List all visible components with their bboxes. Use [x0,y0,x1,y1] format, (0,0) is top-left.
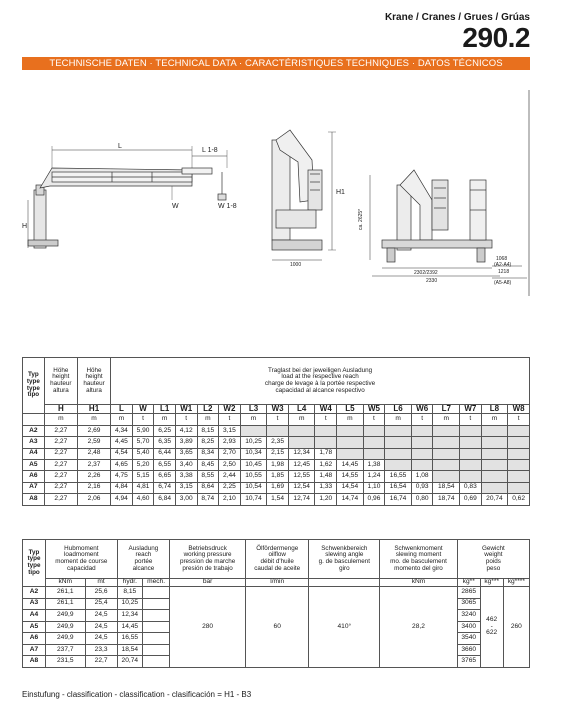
table-cell: 23,3 [85,644,117,656]
unit-cell: m [154,414,176,425]
table-cell [433,448,460,459]
col-W: W [132,405,154,414]
unit-cell: m [481,414,508,425]
table-cell: 2,44 [219,471,241,482]
table-cell [460,425,482,436]
table-cell: 2,70 [219,448,241,459]
type-header-2: Typ type type tipo [23,540,46,587]
table-cell: 18,54 [117,644,142,656]
table-cell [481,437,508,448]
oilflow-value: 60 [245,586,308,667]
table-cell: 16,54 [385,482,412,493]
weight-kg-value: 3065 [457,598,480,610]
drawing-frame-edge [528,90,530,296]
table-cell [142,598,169,610]
table-cell: 10,54 [240,482,267,493]
table-cell [337,448,364,459]
table-cell: 1,69 [267,482,289,493]
table-cell: 10,34 [240,448,267,459]
table-cell: 25,4 [85,598,117,610]
unit-slew-knm: kNm [380,579,458,587]
col-W8: W8 [508,405,530,414]
table-cell: 261,1 [46,598,86,610]
table-cell [508,459,530,470]
model-number: 290.2 [462,22,530,53]
col-L2: L2 [197,405,219,414]
table-cell: 5,70 [132,437,154,448]
table-cell: 24,5 [85,633,117,645]
slewing-moment-header: Schwenkmoment slewing moment mo. de basculement momento del giro [380,540,458,579]
table-cell: 24,5 [85,621,117,633]
unit-mech: mech. [142,579,169,587]
height-header: Höhe height hauteur altura [44,358,77,405]
table-cell [363,425,385,436]
unit-cell: m [197,414,219,425]
table-cell: 6,84 [154,494,176,505]
table-cell: 1,24 [363,471,385,482]
performance-table [22,539,530,668]
table-cell: 14,55 [337,471,364,482]
table-row [23,471,530,482]
unit-cell: m [240,414,267,425]
technical-data-banner: TECHNISCHE DATEN · TECHNICAL DATA · CARACTÉRISTIQUES TECHNIQUES · DATOS TÉCNICOS [22,57,530,70]
units-row [23,414,530,425]
table-cell: 1,85 [267,471,289,482]
table-cell [433,459,460,470]
table-cell [363,448,385,459]
table-cell: 5,20 [132,459,154,470]
table-cell [411,437,433,448]
table-cell: 6,74 [154,482,176,493]
unit-cell: t [267,414,289,425]
table-cell: 237,7 [46,644,86,656]
table-cell: 5,15 [132,471,154,482]
col-W3: W3 [267,405,289,414]
table-cell: 1,78 [315,448,337,459]
table-row [23,494,530,505]
table-cell [481,448,508,459]
table-cell: 2,06 [77,494,110,505]
table-cell: 8,64 [197,482,219,493]
table-cell [315,425,337,436]
table-cell: 10,25 [240,437,267,448]
dim-H1-label: H1 [336,189,345,196]
table-cell: 6,35 [154,437,176,448]
table-cell: 1,08 [411,471,433,482]
table-row [23,459,530,470]
dim-1218-label: 1218 [498,269,510,275]
unit-cell: m [337,414,364,425]
table-cell: 2,35 [267,437,289,448]
row-type: A4 [23,448,45,459]
type-header: Typ type type tipo [23,358,45,414]
table-cell: 2,27 [44,482,77,493]
table-cell: 261,1 [46,586,86,598]
table-cell: 2,25 [219,482,241,493]
table-cell: 14,45 [117,621,142,633]
table-cell [142,633,169,645]
table-cell: 8,34 [197,448,219,459]
table-cell: 2,10 [219,494,241,505]
unit-cell: t [132,414,154,425]
table-cell: 2,93 [219,437,241,448]
table-cell: 8,15 [197,425,219,436]
table-row [23,586,530,598]
performance-rows [23,586,530,667]
table-cell: 25,6 [85,586,117,598]
table-cell [508,471,530,482]
table-cell: 12,54 [288,482,315,493]
reach-header: Ausladung reach portée alcance [117,540,170,579]
table-cell [460,448,482,459]
table-cell: 1,33 [315,482,337,493]
unit-cell: t [219,414,241,425]
table-cell: 3,89 [175,437,197,448]
unit-hydr: hydr. [117,579,142,587]
row-type: A3 [23,437,45,448]
table-cell: 2,27 [44,471,77,482]
table-cell [411,425,433,436]
row-type: A5 [23,459,45,470]
table-cell [337,437,364,448]
table-cell: 6,44 [154,448,176,459]
col-L8: L8 [481,405,508,414]
header-subtitle: Krane / Cranes / Grues / Grúas [384,12,530,23]
table-cell: 8,55 [197,471,219,482]
table-cell: 1,98 [267,459,289,470]
height1-header: Höhe height hauteur altura [77,358,110,405]
weight-range-value: 462 - 622 [480,586,503,667]
table-cell: 2,27 [44,448,77,459]
table-cell: 2,69 [77,425,110,436]
table-cell [363,437,385,448]
table-cell: 10,45 [240,459,267,470]
table-cell: 4,84 [111,482,133,493]
unit-cell: m [385,414,412,425]
table-cell: 20,74 [481,494,508,505]
unit-cell: t [315,414,337,425]
table-cell [481,425,508,436]
table-cell [267,425,289,436]
table-cell [142,621,169,633]
row-type: A2 [23,425,45,436]
load-capacity-rows [23,414,530,505]
unit-cell: m [111,414,133,425]
unit-cell: t [363,414,385,425]
table-cell: 18,54 [433,482,460,493]
table-cell: 2,48 [77,448,110,459]
table-cell: 8,25 [197,437,219,448]
table-cell: 8,74 [197,494,219,505]
dim-L-label: L [118,143,122,150]
row-type: A6 [23,633,46,645]
table-cell [288,437,315,448]
table-cell: 2,27 [44,425,77,436]
classification-note: Einstufung - classification - classification - clasificación = H1 - B3 [22,690,252,699]
row-type: A3 [23,598,46,610]
weight-kg-value: 3660 [457,644,480,656]
row-type: A5 [23,621,46,633]
table-cell: 12,34 [117,610,142,622]
unit-cell: m [44,414,77,425]
table-cell: 2,15 [267,448,289,459]
dim-1218b-label: (A5-A8) [494,280,512,286]
table-cell: 3,00 [175,494,197,505]
unit-cell: m [288,414,315,425]
working-pressure-value: 280 [170,586,246,667]
row-type: A7 [23,482,45,493]
table-cell: 249,9 [46,633,86,645]
col-L3: L3 [240,405,267,414]
unit-cell: t [460,414,482,425]
slewing-angle-value: 410° [309,586,380,667]
table-cell: 3,65 [175,448,197,459]
table-cell: 4,81 [132,482,154,493]
table-cell [385,459,412,470]
col-W7: W7 [460,405,482,414]
table-cell: 16,55 [385,471,412,482]
table-cell: 0,69 [460,494,482,505]
table-cell: 4,54 [111,448,133,459]
moment-header: Hubmoment loadmoment moment de course capacidad [46,540,118,579]
table-cell [508,425,530,436]
table-cell: 4,65 [111,459,133,470]
table-cell [433,471,460,482]
table-cell [385,448,412,459]
table-row [23,448,530,459]
weight-kg-value: 3540 [457,633,480,645]
dim-W18-label: W 1-8 [218,203,237,210]
table-cell: 12,55 [288,471,315,482]
col-W1: W1 [175,405,197,414]
table-cell [315,437,337,448]
table-cell: 3,15 [175,482,197,493]
table-cell: 4,45 [111,437,133,448]
weight-kg-value: 3765 [457,656,480,668]
table-cell: 14,74 [337,494,364,505]
weight-header: Gewicht weight poids peso [457,540,529,579]
table-cell: 6,25 [154,425,176,436]
table-cell: 2,59 [77,437,110,448]
table-cell [142,656,169,668]
table-cell [411,459,433,470]
table-cell: 10,55 [240,471,267,482]
table-cell [481,459,508,470]
table-cell [508,448,530,459]
table-cell: 0,62 [508,494,530,505]
table-cell: 2,27 [44,459,77,470]
table-cell: 16,55 [117,633,142,645]
dim-W-label: W [172,203,179,210]
oilflow-header: Ölfördermenge oilflow débit d'huile caudal de aceite [245,540,308,579]
table-cell: 2,27 [44,437,77,448]
table-cell: 12,45 [288,459,315,470]
table-cell [142,644,169,656]
col-L5: L5 [337,405,364,414]
crane-folded-view-drawing [272,130,336,260]
row-type: A8 [23,656,46,668]
table-cell: 10,25 [117,598,142,610]
table-cell: 1,54 [267,494,289,505]
dim-2302-label: 2302/2392 [414,270,438,276]
col-L1: L1 [154,405,176,414]
dim-1068-label: 1068 [496,256,508,262]
table-cell: 6,55 [154,459,176,470]
col-L: L [111,405,133,414]
unit-cell: t [411,414,433,425]
table-cell: 2,50 [219,459,241,470]
table-cell: 0,93 [411,482,433,493]
table-cell: 3,15 [219,425,241,436]
unit-kg3: kg*** [480,579,503,587]
table-cell: 5,40 [132,448,154,459]
dim-1068b-label: (A2-A4) [494,262,512,268]
table-cell [481,471,508,482]
unit-cell: t [175,414,197,425]
table-cell: 8,45 [197,459,219,470]
table-cell: 0,83 [460,482,482,493]
table-cell [142,586,169,598]
table-cell: 1,10 [363,482,385,493]
load-capacity-table [22,357,530,506]
table-cell: 14,45 [337,459,364,470]
table-cell [433,425,460,436]
table-cell [433,437,460,448]
unit-kg2: kg** [457,579,480,587]
col-W4: W4 [315,405,337,414]
crane-drawings [22,90,530,323]
col-H1: H1 [77,405,110,414]
row-type: A8 [23,494,45,505]
table-cell: 4,94 [111,494,133,505]
table-cell: 2,27 [44,494,77,505]
table-cell: 0,80 [411,494,433,505]
table-cell: 8,15 [117,586,142,598]
table-cell: 231,5 [46,656,86,668]
table-cell: 5,90 [132,425,154,436]
col-W2: W2 [219,405,241,414]
table-cell [288,425,315,436]
table-cell: 24,5 [85,610,117,622]
table-cell: 1,48 [315,471,337,482]
table-cell [460,459,482,470]
table-cell: 10,74 [240,494,267,505]
table-cell: 3,38 [175,471,197,482]
table-cell: 2,26 [77,471,110,482]
dim-side-label: ca. 2625* [358,208,364,230]
weight-kg-value: 2865 [457,586,480,598]
slewing-moment-value: 28,2 [380,586,458,667]
table-cell: 4,75 [111,471,133,482]
table-cell [460,437,482,448]
dim-1000-label: 1000 [290,262,302,268]
table-cell [508,437,530,448]
table-cell [481,482,508,493]
table-cell: 1,20 [315,494,337,505]
row-type: A4 [23,610,46,622]
dim-H-label: H [22,223,28,230]
table-cell: 249,9 [46,621,86,633]
table-cell: 1,62 [315,459,337,470]
table-cell [142,610,169,622]
table-cell: 0,96 [363,494,385,505]
unit-kg4: kg**** [503,579,529,587]
dim-2330-label: 2330 [426,278,438,284]
col-L4: L4 [288,405,315,414]
table-cell: 3,40 [175,459,197,470]
table-cell [337,425,364,436]
table-cell: 4,12 [175,425,197,436]
table-row [23,437,530,448]
slewing-angle-header: Schwenkbereich slewing angle g. de basculement giro [309,540,380,579]
unit-bar: bar [170,579,246,587]
table-cell [460,471,482,482]
table-cell: 1,38 [363,459,385,470]
pressure-header: Betriebsdruck working pressure pression de marche presión de trabajo [170,540,246,579]
unit-cell: m [433,414,460,425]
weight-kg4-value: 260 [503,586,529,667]
col-H: H [44,405,77,414]
row-type: A7 [23,644,46,656]
unit-deg [309,579,380,587]
units-row-blank [23,414,45,425]
crane-side-view-drawing [28,146,227,248]
unit-mt: mt [85,579,117,587]
table-cell [411,448,433,459]
table-row [23,425,530,436]
col-W6: W6 [411,405,433,414]
weight-kg-value: 3400 [457,621,480,633]
table-cell: 18,74 [433,494,460,505]
dim-L18-label: L 1-8 [202,147,218,154]
table-cell [508,482,530,493]
table-cell [385,437,412,448]
table-cell: 12,74 [288,494,315,505]
weight-kg-value: 3240 [457,610,480,622]
unit-cell: m [77,414,110,425]
table-cell [385,425,412,436]
table-cell [240,425,267,436]
unit-knm: kNm [46,579,86,587]
table-cell: 6,65 [154,471,176,482]
table-cell: 22,7 [85,656,117,668]
table-cell: 4,34 [111,425,133,436]
row-type: A2 [23,586,46,598]
table-cell: 16,74 [385,494,412,505]
unit-lmin: l/min [245,579,308,587]
row-type: A6 [23,471,45,482]
unit-cell: t [508,414,530,425]
table-cell: 2,37 [77,459,110,470]
table-cell: 4,60 [132,494,154,505]
table-cell: 249,9 [46,610,86,622]
col-L7: L7 [433,405,460,414]
table-cell: 20,74 [117,656,142,668]
col-L6: L6 [385,405,412,414]
load-header: Traglast bei der jeweiligen Ausladung load at the respective reach charge de levage à la portée respective capacidad al alcance respectivo [111,358,530,405]
table-row [23,482,530,493]
table-cell: 12,34 [288,448,315,459]
table-cell: 14,54 [337,482,364,493]
table-cell: 2,16 [77,482,110,493]
col-W5: W5 [363,405,385,414]
